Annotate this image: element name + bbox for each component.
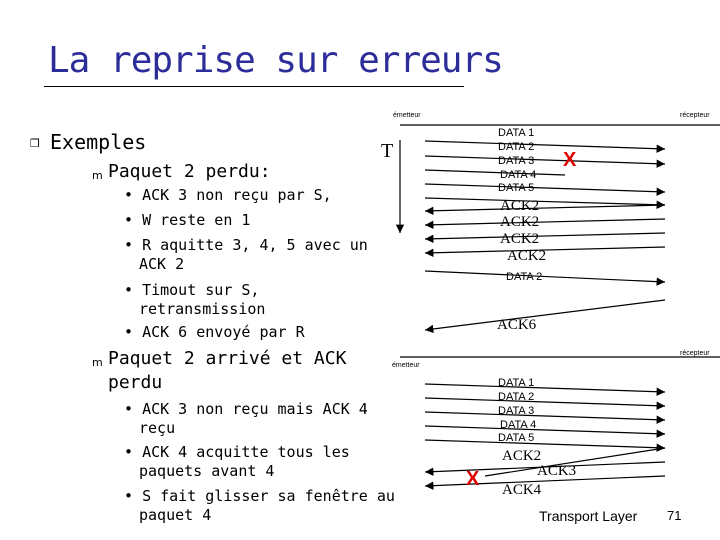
case2-bullet-3-cont: paquet 4 bbox=[139, 506, 212, 524]
d1-retransmit-label: DATA 2 bbox=[506, 271, 543, 283]
d1-ack-arrow-3 bbox=[425, 233, 665, 239]
case2-bullet-1-cont: reçu bbox=[139, 419, 176, 437]
d1-ack-arrow-1 bbox=[425, 205, 665, 211]
d1-data3-arrow bbox=[425, 184, 665, 192]
d1-ack-label-2: ACK2 bbox=[500, 214, 540, 230]
d1-ack6-label: ACK6 bbox=[497, 317, 537, 333]
case1-bullet-1: • ACK 3 non reçu par S, bbox=[124, 186, 332, 204]
d1-ack-label-1: ACK2 bbox=[500, 198, 540, 214]
d1-data2-lost-line bbox=[425, 170, 565, 175]
case2-heading-line1: Paquet 2 arrivé et ACK bbox=[108, 348, 347, 369]
d1-data1-arrow bbox=[425, 141, 665, 149]
page-number: 71 bbox=[667, 508, 682, 523]
footer-text: Transport Layer bbox=[539, 508, 638, 524]
d2-data4-arrow bbox=[425, 426, 665, 434]
d1-receiver-label: récepteur bbox=[680, 112, 710, 119]
d1-sender-label: émetteur bbox=[393, 112, 421, 119]
d2-data2-arrow bbox=[425, 398, 665, 406]
case2-bullet-2: • ACK 4 acquitte tous les bbox=[124, 443, 350, 461]
d1-data2-arrow bbox=[425, 156, 665, 164]
case1-bullet-4-cont: retransmission bbox=[139, 300, 266, 318]
d1-data-label-2: DATA 2 bbox=[498, 141, 535, 153]
d1-ack6-arrow bbox=[425, 300, 665, 333]
case2-bullet-3: • S fait glisser sa fenêtre au bbox=[124, 487, 395, 505]
case2-bullet-2-cont: paquets avant 4 bbox=[139, 462, 275, 480]
d2-sender-label: émetteur bbox=[392, 362, 420, 369]
d1-retransmit-arrow bbox=[425, 271, 665, 282]
d1-ack-label-3: ACK2 bbox=[500, 231, 540, 247]
d2-ack-label-3: ACK4 bbox=[502, 482, 542, 498]
case2-heading-line2: perdu bbox=[108, 372, 163, 393]
slide-title: La reprise sur erreurs bbox=[48, 40, 503, 81]
d1-lost-icon: X bbox=[563, 149, 577, 171]
d1-data-label-3: DATA 3 bbox=[498, 155, 535, 167]
case1-bullet-4: • Timout sur S, bbox=[124, 281, 260, 299]
d2-data-label-1: DATA 1 bbox=[498, 377, 535, 389]
examples-heading: Exemples bbox=[50, 130, 147, 154]
case1-bullet-3: • R aquitte 3, 4, 5 avec un bbox=[124, 236, 368, 254]
d1-ack-arrow-2 bbox=[425, 219, 665, 225]
d2-data-label-4: DATA 4 bbox=[500, 419, 537, 431]
d2-data1-arrow bbox=[425, 384, 665, 392]
d1-data4-arrow bbox=[425, 198, 665, 205]
d1-ack-label-4: ACK2 bbox=[507, 248, 547, 264]
d2-receiver-label: récepteur bbox=[680, 350, 710, 357]
case1-heading: Paquet 2 perdu: bbox=[108, 161, 271, 182]
d2-ack-label-2: ACK3 bbox=[537, 463, 577, 479]
d2-data-label-5: DATA 5 bbox=[498, 432, 535, 444]
bullet-marker-icon: ❒ bbox=[30, 137, 40, 150]
d2-data-label-3: DATA 3 bbox=[498, 405, 535, 417]
case1-bullet-3-cont: ACK 2 bbox=[139, 255, 185, 273]
case1-bullet-2: • W reste en 1 bbox=[124, 211, 251, 229]
d1-data-label-1: DATA 1 bbox=[498, 127, 535, 139]
bullet-marker-icon: m bbox=[92, 356, 103, 369]
case1-bullet-5: • ACK 6 envoyé par R bbox=[124, 323, 305, 341]
d2-data5-arrow bbox=[425, 440, 665, 448]
d2-lost-icon: X bbox=[466, 468, 480, 490]
d2-data3-arrow bbox=[425, 412, 665, 420]
case2-bullet-1: • ACK 3 non reçu mais ACK 4 bbox=[124, 400, 368, 418]
d1-data-label-5: DATA 5 bbox=[498, 182, 535, 194]
bullet-marker-icon: m bbox=[92, 169, 103, 182]
d1-timer-label: T bbox=[381, 140, 394, 162]
d2-ack-label-1: ACK2 bbox=[502, 448, 542, 464]
d2-data-label-2: DATA 2 bbox=[498, 391, 535, 403]
d1-data-label-4: DATA 4 bbox=[500, 169, 537, 181]
